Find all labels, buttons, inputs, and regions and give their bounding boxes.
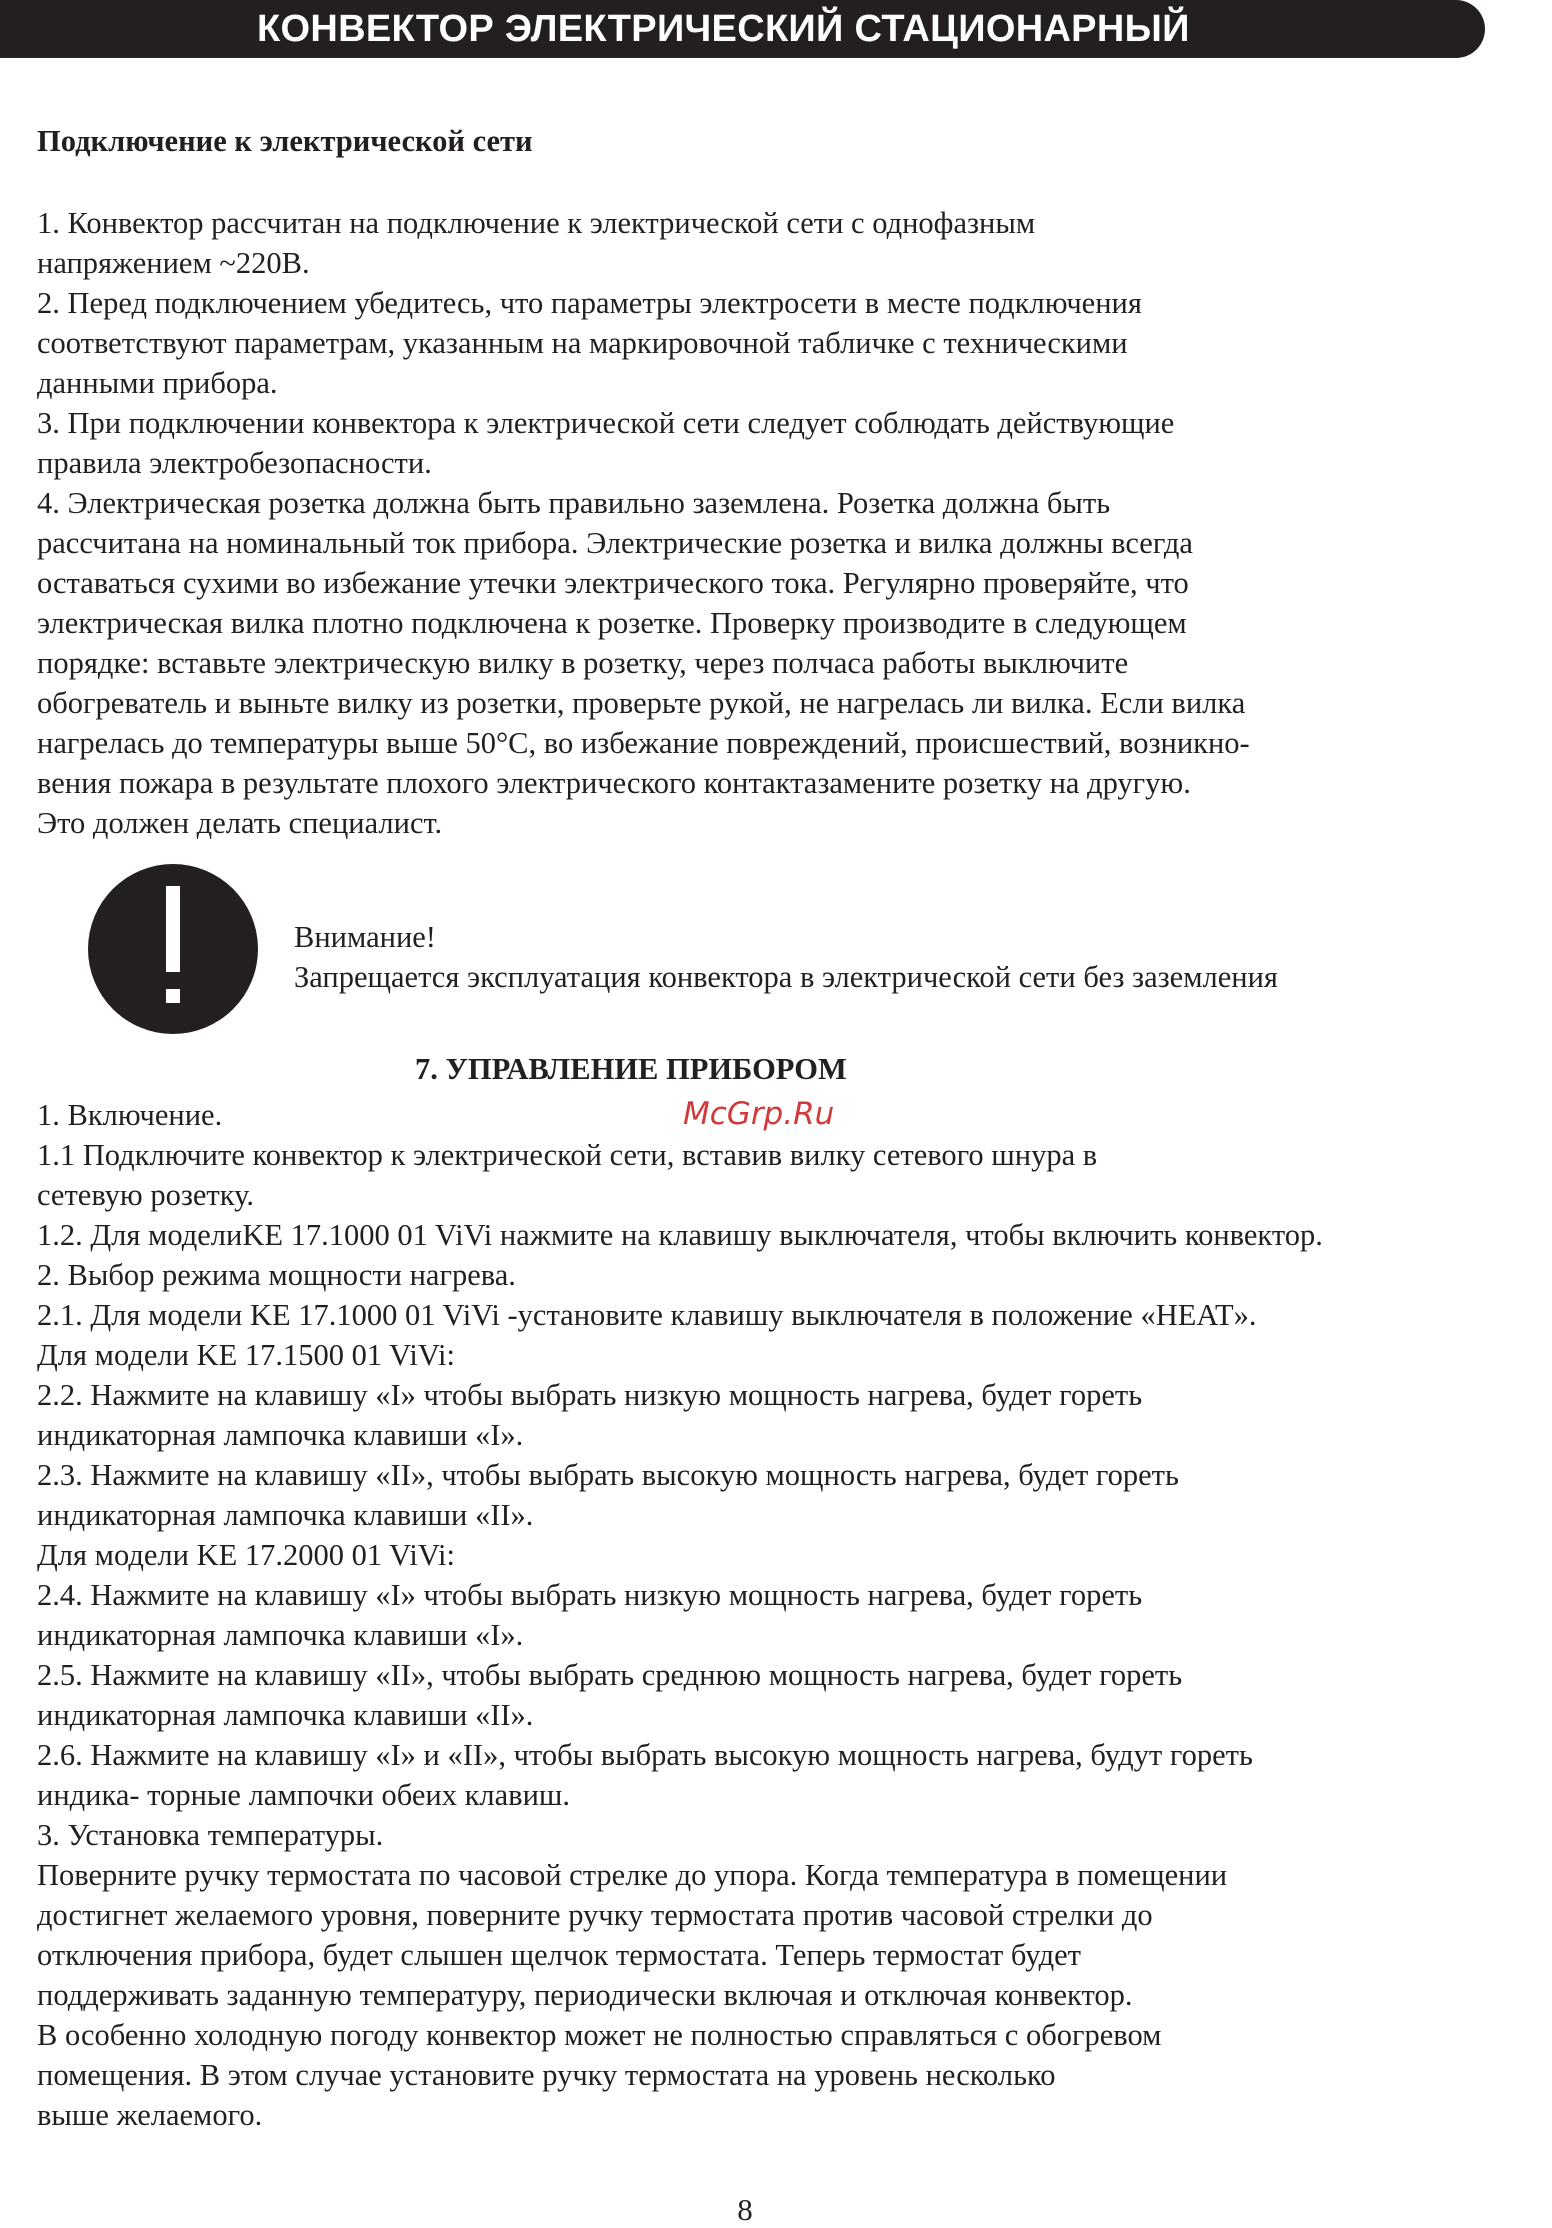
text-line: соответствуют параметрам, указанным на маркировочной табличке с техническими: [37, 326, 1128, 360]
text-line: нагрелась до температуры выше 50°С, во избежание повреждений, происшествий, возникно-: [37, 726, 1250, 760]
control-text: [37, 1095, 1323, 2135]
text-line: 1.2. Для моделиKE 17.1000 01 ViVi нажмите на клавишу выключателя, чтобы включить конвектор.: [37, 1218, 1323, 1252]
text-line: порядке: вставьте электрическую вилку в розетку, через полчаса работы выключите: [37, 646, 1129, 680]
text-line: индикаторная лампочка клавиши «II».: [37, 1498, 534, 1532]
text-line: 2.1. Для модели KE 17.1000 01 ViVi -установите клавишу выключателя в положение «HEAT».: [37, 1298, 1257, 1332]
page-title: КОНВЕКТОР ЭЛЕКТРИЧЕСКИЙ СТАЦИОНАРНЫЙ: [257, 8, 1190, 50]
text-line: 2.4. Нажмите на клавишу «I» чтобы выбрать низкую мощность нагрева, будет гореть: [37, 1578, 1143, 1612]
text-line: Поверните ручку термостата по часовой стрелке до упора. Когда температура в помещении: [37, 1858, 1228, 1892]
text-line: 3. При подключении конвектора к электрической сети следует соблюдать действующие: [37, 406, 1175, 440]
text-line: 1. Конвектор рассчитан на подключение к электрической сети с однофазным: [37, 206, 1036, 240]
text-line: сетевую розетку.: [37, 1178, 254, 1212]
text-line: 2.3. Нажмите на клавишу «II», чтобы выбрать высокую мощность нагрева, будет гореть: [37, 1458, 1179, 1492]
exclamation-icon: [88, 864, 258, 1034]
text-line: 2.2. Нажмите на клавишу «I» чтобы выбрать низкую мощность нагрева, будет гореть: [37, 1378, 1143, 1412]
text-line: В особенно холодную погоду конвектор может не полностью справляться с обогревом: [37, 2018, 1162, 2052]
text-line: правила электробезопасности.: [37, 446, 432, 480]
page-number: 8: [737, 2192, 753, 2227]
connection-text: [37, 203, 1250, 843]
text-line: Это должен делать специалист.: [37, 806, 443, 840]
attention-notice: [294, 917, 1278, 997]
text-line: индикаторная лампочка клавиши «II».: [37, 1698, 534, 1732]
attention-title: Внимание!: [294, 920, 436, 954]
watermark: McGrp.Ru: [683, 1096, 835, 1132]
connection-heading: Подключение к электрической сети: [37, 124, 533, 158]
text-line: электрическая вилка плотно подключена к розетке. Проверку производите в следующем: [37, 606, 1187, 640]
text-line: вения пожара в результате плохого электрического контактазамените розетку на другую.: [37, 766, 1191, 800]
text-line: индикаторная лампочка клавиши «I».: [37, 1618, 524, 1652]
text-line: выше желаемого.: [37, 2098, 263, 2132]
text-line: индика- торные лампочки обеих клавиш.: [37, 1778, 571, 1812]
text-line: поддерживать заданную температуру, периодически включая и отключая конвектор.: [37, 1978, 1133, 2012]
text-line: 4. Электрическая розетка должна быть правильно заземлена. Розетка должна быть: [37, 486, 1111, 520]
text-line: индикаторная лампочка клавиши «I».: [37, 1418, 524, 1452]
text-line: рассчитана на номинальный ток прибора. Электрические розетка и вилка должны всегда: [37, 526, 1193, 560]
text-line: 2.5. Нажмите на клавишу «II», чтобы выбрать среднюю мощность нагрева, будет гореть: [37, 1658, 1183, 1692]
text-line: достигнет желаемого уровня, поверните ручку термостата против часовой стрелки до: [37, 1898, 1153, 1932]
text-line: Для модели KE 17.2000 01 ViVi:: [37, 1538, 455, 1572]
text-line: 3. Установка температуры.: [37, 1818, 384, 1852]
text-line: 1.1 Подключите конвектор к электрической сети, вставив вилку сетевого шнура в: [37, 1138, 1098, 1172]
attention-message: Запрещается эксплуатация конвектора в электрической сети без заземления: [294, 960, 1278, 994]
text-line: Для модели KE 17.1500 01 ViVi:: [37, 1338, 455, 1372]
text-line: напряжением ~220В.: [37, 246, 310, 280]
text-line: отключения прибора, будет слышен щелчок термостата. Теперь термостат будет: [37, 1938, 1081, 1972]
text-line: 2. Перед подключением убедитесь, что параметры электросети в месте подключения: [37, 286, 1142, 320]
text-line: 1. Включение.: [37, 1098, 223, 1132]
text-line: данными прибора.: [37, 366, 278, 400]
text-line: 2. Выбор режима мощности нагрева.: [37, 1258, 516, 1292]
text-line: помещения. В этом случае установите ручку термостата на уровень несколько: [37, 2058, 1056, 2092]
header-bar: [0, 0, 1485, 58]
text-line: обогреватель и выньте вилку из розетки, проверьте рукой, не нагрелась ли вилка. Если вилка: [37, 686, 1246, 720]
text-line: 2.6. Нажмите на клавишу «I» и «II», чтобы выбрать высокую мощность нагрева, будут гореть: [37, 1738, 1253, 1772]
control-heading: 7. УПРАВЛЕНИЕ ПРИБОРОМ: [415, 1052, 847, 1086]
text-line: оставаться сухими во избежание утечки электрического тока. Регулярно проверяйте, что: [37, 566, 1189, 600]
